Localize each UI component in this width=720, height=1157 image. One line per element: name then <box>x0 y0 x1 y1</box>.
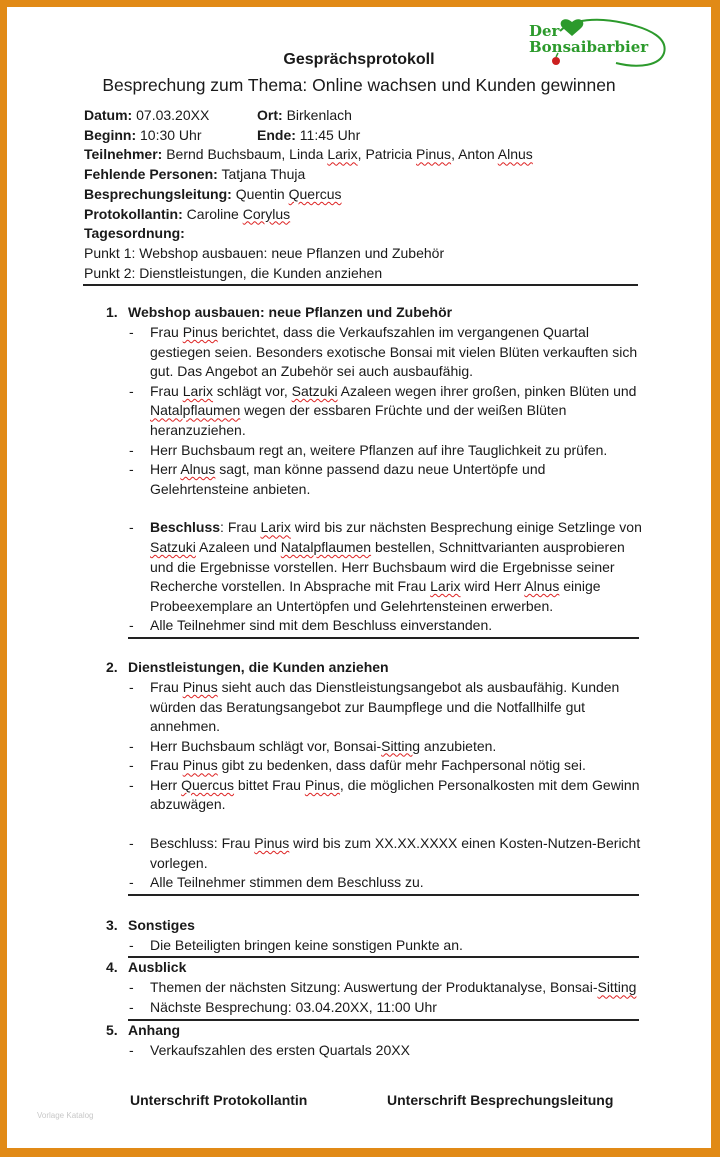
list-item <box>83 737 643 757</box>
meta-row-fehlende <box>84 165 533 185</box>
list-item <box>83 678 643 737</box>
dash-bullet: - <box>129 936 134 953</box>
section-title: Sonstiges <box>128 916 195 933</box>
leitung-label: Besprechungsleitung: <box>84 185 232 202</box>
tagesordnung-label: Tagesordnung: <box>84 225 185 242</box>
text-run: Larix <box>260 519 291 536</box>
dash-bullet: - <box>129 999 134 1016</box>
list-item <box>83 382 643 441</box>
dash-bullet: - <box>129 324 134 340</box>
section-title: Webshop ausbauen: neue Pflanzen und Zubehör <box>128 304 453 320</box>
ende-label: Ende: <box>257 126 296 143</box>
fehlende-value: Tatjana Thuja <box>221 166 306 183</box>
text-run: Sitting <box>381 737 421 754</box>
text-run: : Frau <box>220 519 261 536</box>
ort-field <box>257 106 352 126</box>
section-divider <box>128 637 639 639</box>
ende-value: 11:45 Uhr <box>299 126 361 143</box>
list-item <box>83 460 643 499</box>
protokoll-value <box>187 206 291 222</box>
text-run: Larix <box>430 578 461 595</box>
dash-bullet: - <box>129 461 134 478</box>
text-run: Natalpflaumen <box>280 538 372 555</box>
text-run: Larix <box>182 382 214 399</box>
agenda-point-1: Punkt 1: Webshop ausbauen: neue Pflanzen und Zubehör <box>84 244 445 261</box>
meta-block <box>84 106 533 283</box>
text-run: Pinus <box>416 146 452 163</box>
section-3-heading <box>83 916 643 936</box>
document-page <box>7 7 711 1148</box>
logo-word-der: Der <box>529 22 560 40</box>
section-5-heading <box>83 1021 643 1041</box>
teilnehmer-label: Teilnehmer: <box>84 146 163 163</box>
text-run: Pinus <box>182 324 218 340</box>
resolution-item <box>83 518 643 616</box>
text-run: , die möglichen Personalkosten mit dem Gewinn abzuwägen. <box>150 776 640 813</box>
ort-label: Ort: <box>257 107 283 123</box>
section-4-heading <box>83 958 643 978</box>
text-run: Quercus <box>181 776 235 793</box>
list-item <box>83 323 643 382</box>
section-number: 5. <box>106 1021 118 1038</box>
resolution-item <box>83 834 643 873</box>
ort-value: Birkenlach <box>286 107 352 123</box>
list-item <box>83 616 643 636</box>
section-number: 3. <box>106 916 118 933</box>
section-number: 4. <box>106 959 118 976</box>
text-run: bittet Frau <box>234 776 305 793</box>
section-number: 1. <box>106 304 118 320</box>
section-1-heading <box>83 303 643 323</box>
text-run: wegen der essbaren Früchte und der weißen Blüten heranzuziehen. <box>150 402 567 438</box>
section-title: Anhang <box>128 1021 181 1038</box>
dash-bullet: - <box>129 776 134 793</box>
dash-bullet: - <box>129 441 134 458</box>
text-run: Satzuki <box>150 538 196 555</box>
text-run: Alnus <box>524 578 560 595</box>
text-run: Azaleen wegen ihrer großen, pinken Blüten und <box>337 382 637 399</box>
datum-value: 07.03.20XX <box>136 107 210 123</box>
text-run: Frau <box>150 324 183 340</box>
section-divider <box>128 894 639 896</box>
protokoll-label: Protokollantin: <box>84 205 183 222</box>
text-run: berichtet, dass die Verkaufszahlen im vergangenen Quartal gestiegen seien. Besonders exotische Bonsai mit vielen Blüten verkauften sich gut. Das Angebot an Zubehör sei auch ausbaufähig. <box>150 324 638 380</box>
section-title: Dienstleistungen, die Kunden anziehen <box>128 658 389 675</box>
datum-label: Datum: <box>84 107 133 123</box>
text-run: Caroline <box>186 205 243 222</box>
header-divider <box>83 284 638 286</box>
text-run: Corylus <box>242 205 291 222</box>
section-number: 2. <box>106 658 118 675</box>
dash-bullet: - <box>129 874 134 891</box>
document-title: Gesprächsprotokoll <box>283 51 435 68</box>
dash-bullet: - <box>129 519 134 536</box>
text-run: Frau <box>150 678 183 695</box>
meta-row-teilnehmer <box>84 145 533 165</box>
agenda-point-2: Punkt 2: Dienstleistungen, die Kunden anziehen <box>84 264 383 281</box>
document-subtitle: Besprechung zum Thema: Online wachsen und Kunden gewinnen <box>102 75 616 95</box>
meta-row-datum-ort <box>84 106 533 126</box>
text-run: Herr <box>150 461 181 478</box>
dash-bullet: - <box>129 979 134 996</box>
list-item <box>83 1041 643 1061</box>
minutes-content <box>83 303 643 1060</box>
text-run: Frau <box>150 382 183 399</box>
text-run: Satzuki <box>291 382 338 399</box>
text-run: Pinus <box>254 835 290 852</box>
meta-row-beginn-ende <box>84 126 533 146</box>
text-run: Natalpflaumen <box>150 402 241 419</box>
text-run: Die Beteiligten bringen keine sonstigen Punkte an. <box>150 936 463 953</box>
text-run: wird bis zum XX.XX.XXXX einen Kosten-Nutzen-Bericht vorlegen. <box>150 835 641 871</box>
meta-row-protokoll <box>84 205 533 225</box>
text-run: Verkaufszahlen des ersten Quartals 20XX <box>150 1041 410 1058</box>
text-run: Alnus <box>180 461 216 478</box>
text-run: , Anton <box>451 146 498 163</box>
signature-protokollantin: Unterschrift Protokollantin <box>130 1092 308 1108</box>
text-run: Quentin <box>235 185 289 202</box>
text-run: Frau <box>150 757 183 774</box>
dash-bullet: - <box>129 678 134 695</box>
fehlende-label: Fehlende Personen: <box>84 166 218 183</box>
text-run: Pinus <box>182 757 218 774</box>
list-item <box>83 873 643 893</box>
text-run: Pinus <box>182 678 218 695</box>
text-run: Nächste Besprechung: 03.04.20XX, 11:00 Uhr <box>150 999 437 1016</box>
dash-bullet: - <box>129 757 134 774</box>
meta-row-leitung <box>84 185 533 205</box>
text-run: Beschluss: Frau <box>150 835 255 852</box>
text-run: Themen der nächsten Sitzung: Auswertung der Produktanalyse, Bonsai- <box>150 979 598 996</box>
text-run: wird bis zur nächsten Besprechung einige Setzlinge von <box>290 519 642 536</box>
text-run: Herr Buchsbaum schlägt vor, Bonsai- <box>150 737 382 754</box>
text-run: Alle Teilnehmer stimmen dem Beschluss zu. <box>150 874 424 891</box>
heart-icon <box>561 19 584 36</box>
beginn-label: Beginn: <box>84 126 137 143</box>
resolution-label: Beschluss <box>150 519 221 536</box>
text-run: Herr <box>150 776 182 793</box>
text-run: anzubieten. <box>420 737 497 754</box>
text-run: wird Herr <box>460 578 525 595</box>
section-title: Ausblick <box>128 959 187 976</box>
dash-bullet: - <box>129 835 134 852</box>
leitung-value <box>236 186 342 202</box>
text-run: einige Probeexemplare an Untertöpfen und Gelehrtensteinen erwerben. <box>150 578 601 614</box>
beginn-value: 10:30 Uhr <box>140 126 202 143</box>
dash-bullet: - <box>129 1041 134 1058</box>
text-run: sieht auch das Dienstleistungsangebot als ausbaufähig. Kunden würden das Beratungsangebot zur Baumpflege und die Notfallhilfe gut annehmen. <box>150 678 620 735</box>
text-run: Azaleen und <box>195 538 281 555</box>
text-run: Alnus <box>497 146 533 163</box>
list-item <box>83 756 643 776</box>
text-run: bestellen, Schnittvarianten ausprobieren und die Ergebnisse vorstellen. Herr Buchsbaum wird die Ergebnisse seiner Recherche vorstellen. In Absprache mit Frau <box>150 538 625 595</box>
teilnehmer-value <box>166 146 533 162</box>
watermark: Vorlage Katalog <box>37 1111 94 1120</box>
text-run: Herr Buchsbaum regt an, weitere Pflanzen auf ihre Tauglichkeit zu prüfen. <box>150 441 608 458</box>
list-item <box>83 998 643 1018</box>
text-run: Larix <box>327 146 358 163</box>
list-item <box>83 441 643 461</box>
text-run: Alle Teilnehmer sind mit dem Beschluss einverstanden. <box>150 617 493 634</box>
section-2-heading <box>83 658 643 678</box>
list-item <box>83 936 643 956</box>
text-run: gibt zu bedenken, dass dafür mehr Fachpersonal nötig sei. <box>217 757 586 774</box>
spacer <box>83 815 643 834</box>
text-run: sagt, man könne passend dazu neue Untertöpfe und Gelehrtensteine anbieten. <box>150 461 546 497</box>
list-item <box>83 776 643 815</box>
text-run: Quercus <box>288 185 342 202</box>
text-run: Bernd Buchsbaum, Linda <box>166 146 328 163</box>
text-run: schlägt vor, <box>213 382 292 399</box>
spacer <box>83 499 643 518</box>
signature-besprechungsleitung: Unterschrift Besprechungsleitung <box>387 1092 614 1108</box>
text-run: Sitting <box>597 979 637 996</box>
logo-word-bonsaibarbier: Bonsaibarbier <box>529 38 649 56</box>
dash-bullet: - <box>129 617 134 634</box>
text-run: Pinus <box>304 776 340 793</box>
list-item <box>83 978 643 998</box>
dash-bullet: - <box>129 382 134 399</box>
text-run: , Patricia <box>357 146 417 163</box>
ende-field <box>257 126 360 146</box>
dash-bullet: - <box>129 737 134 754</box>
